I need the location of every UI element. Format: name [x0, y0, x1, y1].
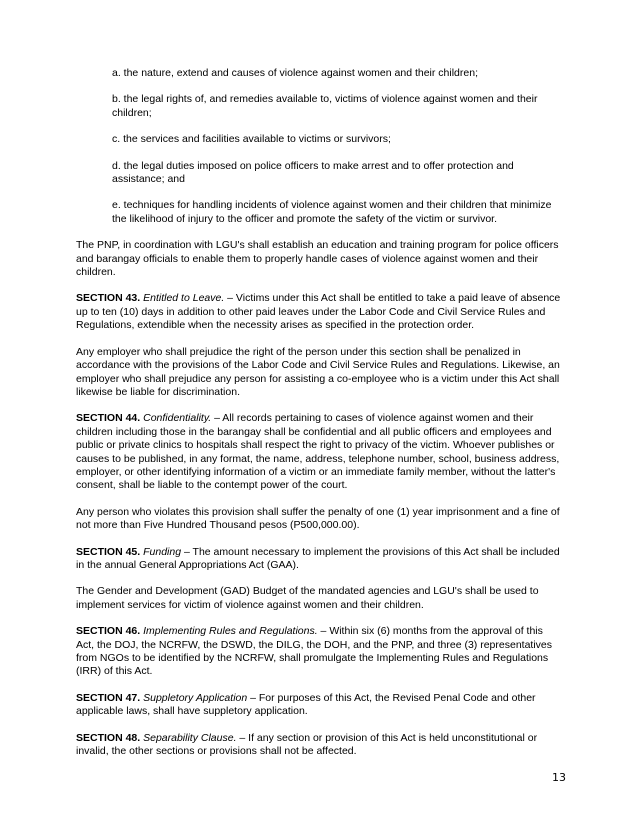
list-item: a. the nature, extend and causes of violence against women and their children;	[112, 67, 478, 79]
list-item: c. the services and facilities available to victims or survivors;	[112, 133, 391, 146]
page-number: 13	[552, 771, 566, 784]
section-body: – If any section or provision of this Act is held unconstitutional or invalid, the other sections or provisions shall not be affected.	[76, 731, 538, 758]
section-43-employer-paragraph: Any employer who shall prejudice the right of the person under this section shall be penalized in accordance with the provisions of the Labor Code and Civil Service Rules and Regulations. Likewise, an employer who shall prejudice any person for assisting a co-employee who is a victim under this Act shall likewise be liable for discrimination.	[76, 345, 560, 398]
section-number: SECTION 46.	[76, 625, 141, 638]
section-44-penalty-paragraph: Any person who violates this provision shall suffer the penalty of one (1) year imprisonment and a fine of not more than Five Hundred Thousand pesos (P500,000.00).	[76, 505, 560, 532]
section-title: Implementing Rules and Regulations.	[143, 625, 318, 638]
section-title: Separability Clause.	[143, 731, 237, 744]
section-number: SECTION 44.	[76, 412, 141, 425]
section-number: SECTION 47.	[76, 691, 141, 704]
section-43	[76, 292, 562, 332]
section-number: SECTION 48.	[76, 731, 141, 744]
section-title: Entitled to Leave.	[143, 292, 225, 305]
page-content	[76, 67, 562, 771]
section-46	[76, 625, 562, 679]
section-body: – All records pertaining to cases of violence against women and their children including those in the barangay shall be confidential and all public officers and employees and public or private clinics to hospitals shall respect the right to privacy of the victim. Whoever publishes or causes to be published, in any format, the name, address, telephone number, school, business address, employer, or other identifying information of a victim or an immediate family member, without the latter's consent, shall be liable to the contempt power of the court.	[76, 412, 560, 492]
section-title: Confidentiality.	[143, 412, 212, 425]
section-title: Funding	[143, 545, 182, 558]
section-number: SECTION 43.	[76, 292, 141, 305]
section-45-gad-paragraph: The Gender and Development (GAD) Budget of the mandated agencies and LGU's shall be used to implement services for victim of violence against women and their children.	[76, 585, 539, 611]
section-title: Suppletory Application	[143, 691, 248, 704]
training-topics-list	[76, 67, 562, 226]
section-44	[76, 412, 562, 492]
list-item: b. the legal rights of, and remedies available to, victims of violence against women and their children;	[112, 93, 538, 119]
section-number: SECTION 45.	[76, 545, 141, 558]
list-item: d. the legal duties imposed on police officers to make arrest and to offer protection and assistance; and	[112, 159, 514, 186]
section-body: – Victims under this Act shall be entitled to take a paid leave of absence up to ten (10) days in addition to other paid leaves under the Labor Code and Civil Service Rules and Regulations, extendible when the necessity arises as specified in the protection order.	[76, 292, 561, 332]
section-47	[76, 692, 562, 719]
section-45	[76, 546, 562, 573]
section-48	[76, 732, 562, 759]
list-item: e. techniques for handling incidents of violence against women and their children that minimize the likelihood of injury to the officer and promote the safety of the victim or survivor.	[112, 199, 552, 225]
section-body: – For purposes of this Act, the Revised Penal Code and other applicable laws, shall have suppletory application.	[76, 691, 536, 718]
section-body: – Within six (6) months from the approval of this Act, the DOJ, the NCRFW, the DSWD, the DILG, the DOH, and the PNP, and three (3) representatives from NGOs to be identified by the NCRFW, shall promulgate the Implementing Rules and Regulations (IRR) of this Act.	[76, 625, 553, 678]
section-body: – The amount necessary to implement the provisions of this Act shall be included in the annual General Appropriations Act (GAA).	[76, 545, 560, 571]
pnp-training-paragraph: The PNP, in coordination with LGU's shall establish an education and training program for police officers and barangay officials to enable them to properly handle cases of violence against women and their children.	[76, 239, 559, 279]
